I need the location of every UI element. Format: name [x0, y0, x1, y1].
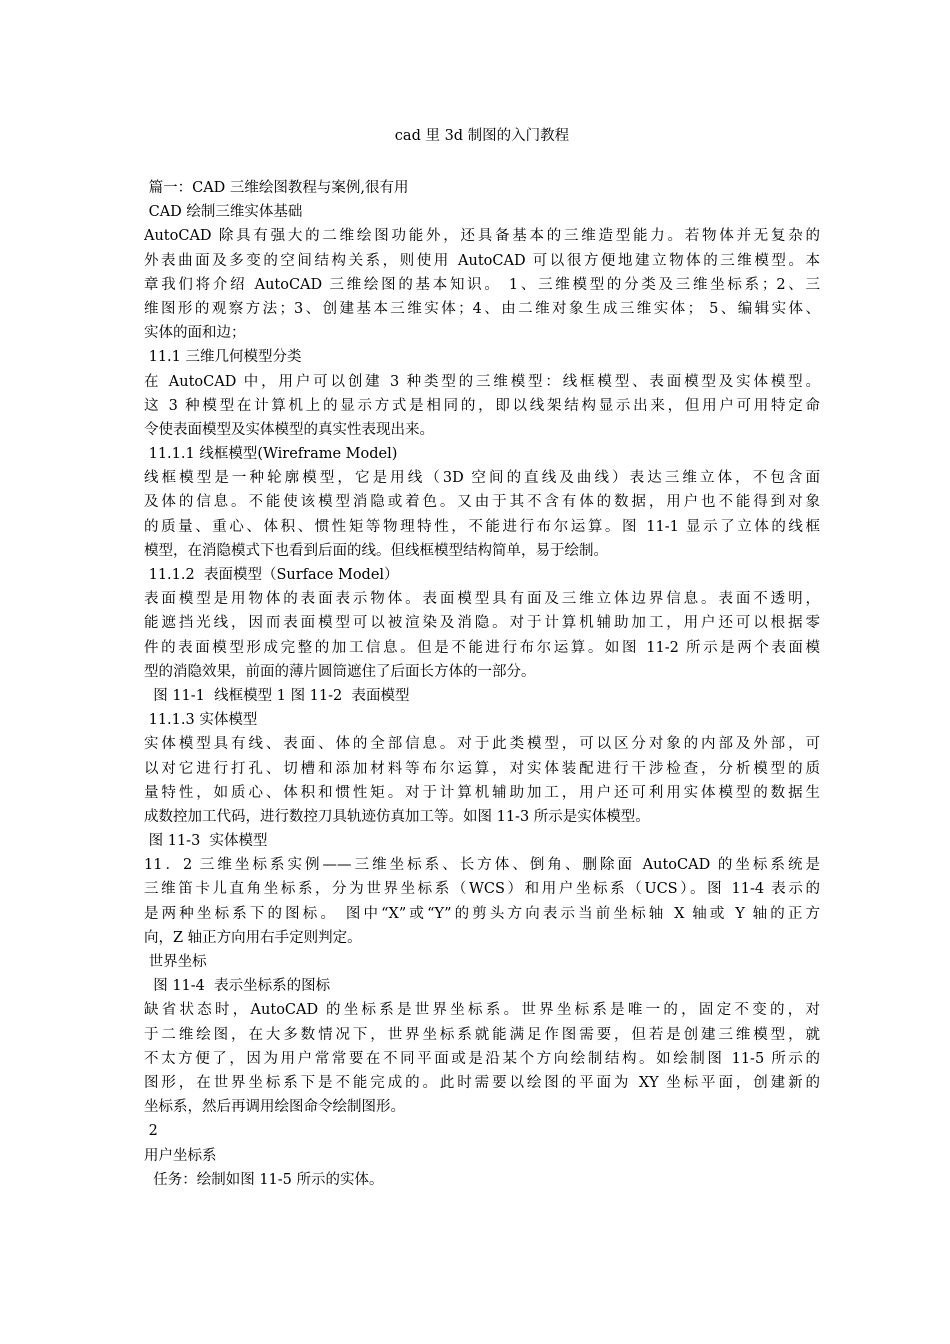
- text-line: 能遮挡光线，因而表面模型可以被渲染及消隐。对于计算机辅助加工，用户还可以根据零: [144, 615, 820, 632]
- text-line: 向，Z 轴正方向用右手定则判定。: [144, 929, 362, 946]
- text-line: 维图形的观察方法；3、创建基本三维实体；4、由二维对象生成三维实体； 5、编辑实体、: [144, 300, 820, 317]
- text-line: 用户坐标系: [144, 1147, 217, 1164]
- text-line: 是两种坐标系下的图标。 图中“X”或“Y”的剪头方向表示当前坐标轴 X 轴或 Y 轴的正方: [144, 905, 820, 922]
- text-line: 11.1 三维几何模型分类: [144, 349, 302, 366]
- text-line: 实体的面和边；: [144, 325, 246, 342]
- text-line: CAD 绘制三维实体基础: [144, 204, 303, 221]
- text-line: 11.1.1 线框模型(Wireframe Model): [144, 446, 398, 463]
- text-line: 件的表面模型形成完整的加工信息。但是不能进行布尔运算。如图 11-2 所示是两个表面模: [144, 639, 820, 656]
- text-line: 11．2 三维坐标系实例——三维坐标系、长方体、倒角、删除面 AutoCAD 的坐标系统是: [144, 857, 820, 874]
- text-line: 图 11-4 表示坐标系的图标: [144, 978, 331, 995]
- text-line: 不太方便了，因为用户常常要在不同平面或是沿某个方向绘制结构。如绘制图 11-5 所示的: [144, 1050, 820, 1067]
- text-line: 缺省状态时，AutoCAD 的坐标系是世界坐标系。世界坐标系是唯一的，固定不变的，对: [144, 1002, 820, 1019]
- text-line: 11.1.3 实体模型: [144, 712, 258, 729]
- document-title: cad 里 3d 制图的入门教程: [394, 128, 570, 144]
- text-line: 实体模型具有线、表面、体的全部信息。对于此类模型，可以区分对象的内部及外部，可: [144, 736, 820, 753]
- text-line: 图形，在世界坐标系下是不能完成的。此时需要以绘图的平面为 XY 坐标平面，创建新的: [144, 1074, 820, 1091]
- text-line: 以对它进行打孔、切槽和添加材料等布尔运算，对实体装配进行干涉检查，分析模型的质: [144, 760, 820, 777]
- text-line: 型的消隐效果，前面的薄片圆筒遮住了后面长方体的一部分。: [144, 663, 536, 680]
- text-line: 令使表面模型及实体模型的真实性表现出来。: [144, 421, 434, 438]
- text-line: 篇一：CAD 三维绘图教程与案例,很有用: [144, 180, 409, 196]
- text-line: 这 3 种模型在计算机上的显示方式是相同的，即以线架结构显示出来，但用户可用特定命: [144, 397, 820, 414]
- text-line: 模型，在消隐模式下也看到后面的线。但线框模型结构简单，易于绘制。: [144, 542, 608, 559]
- text-line: 量特性，如质心、体积和惯性矩。对于计算机辅助加工，用户还可利用实体模型的数据生: [144, 784, 820, 801]
- document-body: [144, 176, 820, 1192]
- text-line: 图 11-3 实体模型: [144, 833, 268, 850]
- page-number: 2: [144, 1123, 158, 1140]
- text-line: 世界坐标: [144, 954, 207, 970]
- text-line: 外表曲面及多变的空间结构关系，则使用 AutoCAD 可以很方便地建立物体的三维模型。本: [144, 252, 820, 269]
- text-line: 成数控加工代码，进行数控刀具轨迹仿真加工等。如图 11-3 所示是实体模型。: [144, 808, 650, 825]
- text-line: 章我们将介绍 AutoCAD 三维绘图的基本知识。 1、三维模型的分类及三维坐标系；2、三: [144, 276, 820, 293]
- text-line: 图 11-1 线框模型 1 图 11-2 表面模型: [144, 687, 410, 704]
- text-line: 的质量、重心、体积、惯性矩等物理特性，不能进行布尔运算。图 11-1 显示了立体的线框: [144, 518, 820, 535]
- text-line: 在 AutoCAD 中，用户可以创建 3 种类型的三维模型：线框模型、表面模型及实体模型。: [144, 373, 820, 390]
- text-line: 线框模型是一种轮廓模型，它是用线（3D 空间的直线及曲线）表达三维立体，不包含面: [144, 470, 820, 487]
- text-line: 11.1.2 表面模型（Surface Model）: [144, 567, 399, 583]
- text-line: 三维笛卡儿直角坐标系，分为世界坐标系（WCS）和用户坐标系（UCS）。图 11-4 表示的: [144, 881, 820, 898]
- text-line: 表面模型是用物体的表面表示物体。表面模型具有面及三维立体边界信息。表面不透明，: [144, 591, 820, 608]
- text-line: 于二维绘图，在大多数情况下，世界坐标系就能满足作图需要，但若是创建三维模型，就: [144, 1026, 820, 1043]
- text-line: AutoCAD 除具有强大的二维绘图功能外，还具备基本的三维造型能力。若物体并无复杂的: [144, 228, 820, 245]
- text-line: 及体的信息。不能使该模型消隐或着色。又由于其不含有体的数据，用户也不能得到对象: [144, 494, 820, 511]
- text-line: 坐标系，然后再调用绘图命令绘制图形。: [144, 1099, 405, 1116]
- text-line: 任务：绘制如图 11-5 所示的实体。: [144, 1171, 384, 1188]
